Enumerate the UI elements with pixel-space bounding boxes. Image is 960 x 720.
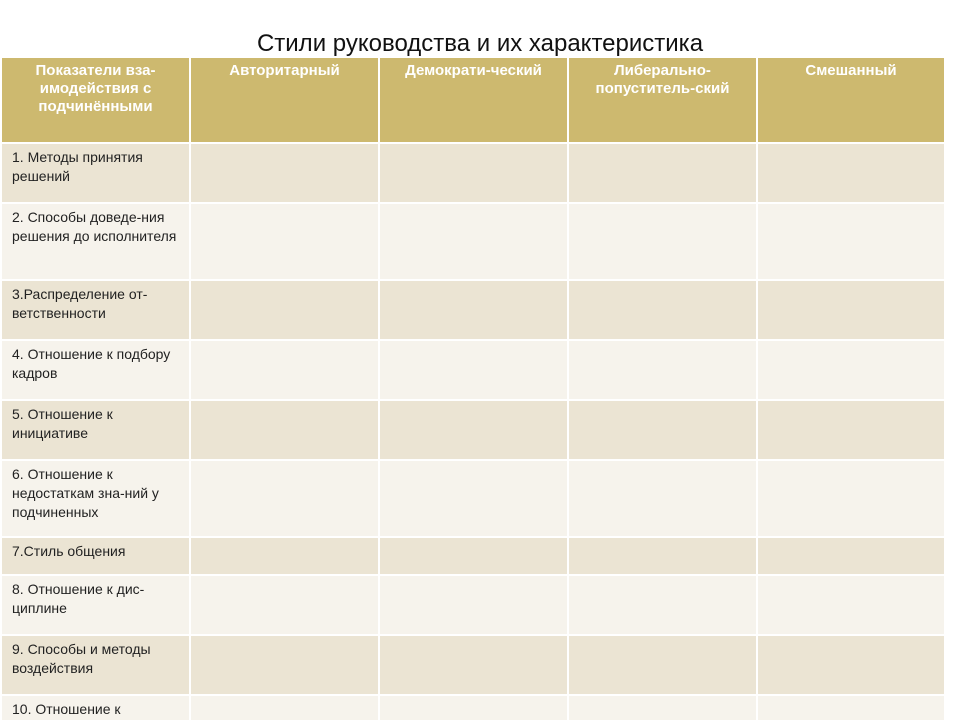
row-label: 6. Отношение к недостаткам зна-ний у подчиненных (1, 460, 190, 537)
table-cell[interactable] (757, 340, 945, 400)
row-label: 9. Способы и методы воздействия (1, 635, 190, 695)
table-row (1, 635, 945, 695)
header-cell-democratic: Демократи-ческий (379, 57, 568, 143)
table-cell[interactable] (379, 400, 568, 460)
table-row (1, 203, 945, 280)
table-cell[interactable] (757, 460, 945, 537)
table-cell[interactable] (757, 635, 945, 695)
row-label: 8. Отношение к дис-циплине (1, 575, 190, 635)
table-cell[interactable] (379, 143, 568, 203)
row-label: 5. Отношение к инициативе (1, 400, 190, 460)
leadership-styles-table (0, 56, 946, 720)
table-cell[interactable] (568, 340, 757, 400)
table-cell[interactable] (190, 635, 379, 695)
table-row (1, 400, 945, 460)
table-cell[interactable] (190, 143, 379, 203)
table-row (1, 695, 945, 720)
table-row (1, 143, 945, 203)
table-cell[interactable] (190, 280, 379, 340)
table-cell[interactable] (568, 460, 757, 537)
table-cell[interactable] (568, 203, 757, 280)
table-cell[interactable] (757, 695, 945, 720)
row-label: 4. Отношение к подбору кадров (1, 340, 190, 400)
header-cell-authoritarian: Авторитарный (190, 57, 379, 143)
slide-title: Стили руководства и их характеристика (256, 30, 704, 57)
row-label: 3.Распределение от-ветственности (1, 280, 190, 340)
table-cell[interactable] (379, 460, 568, 537)
table-cell[interactable] (568, 575, 757, 635)
table-row (1, 460, 945, 537)
table-cell[interactable] (757, 400, 945, 460)
header-cell-indicators: Показатели вза-имодействия с подчинёнными (1, 57, 190, 143)
table-cell[interactable] (190, 460, 379, 537)
table-cell[interactable] (190, 575, 379, 635)
table-cell[interactable] (568, 695, 757, 720)
table-cell[interactable] (757, 537, 945, 575)
header-cell-liberal: Либерально-попуститель-ский (568, 57, 757, 143)
table-cell[interactable] (190, 340, 379, 400)
table-cell[interactable] (379, 280, 568, 340)
table-cell[interactable] (568, 635, 757, 695)
table-row (1, 575, 945, 635)
table-cell[interactable] (379, 537, 568, 575)
table-cell[interactable] (568, 143, 757, 203)
table-cell[interactable] (190, 400, 379, 460)
table-cell[interactable] (568, 400, 757, 460)
table-cell[interactable] (568, 537, 757, 575)
row-label: 1. Методы принятия решений (1, 143, 190, 203)
table-row (1, 537, 945, 575)
header-row (1, 57, 945, 143)
table-cell[interactable] (379, 203, 568, 280)
table-cell[interactable] (379, 635, 568, 695)
header-cell-mixed: Смешанный (757, 57, 945, 143)
table-cell[interactable] (190, 537, 379, 575)
table-cell[interactable] (757, 575, 945, 635)
table-cell[interactable] (568, 280, 757, 340)
table-cell[interactable] (190, 203, 379, 280)
row-label: 10. Отношение к (1, 695, 190, 720)
row-label: 2. Способы доведе-ния решения до исполнителя (1, 203, 190, 280)
table-row (1, 280, 945, 340)
row-label: 7.Стиль общения (1, 537, 190, 575)
table-row (1, 340, 945, 400)
table-cell[interactable] (757, 280, 945, 340)
table-cell[interactable] (379, 575, 568, 635)
table-cell[interactable] (190, 695, 379, 720)
table-cell[interactable] (757, 143, 945, 203)
table-cell[interactable] (379, 340, 568, 400)
table-cell[interactable] (379, 695, 568, 720)
table-cell[interactable] (757, 203, 945, 280)
